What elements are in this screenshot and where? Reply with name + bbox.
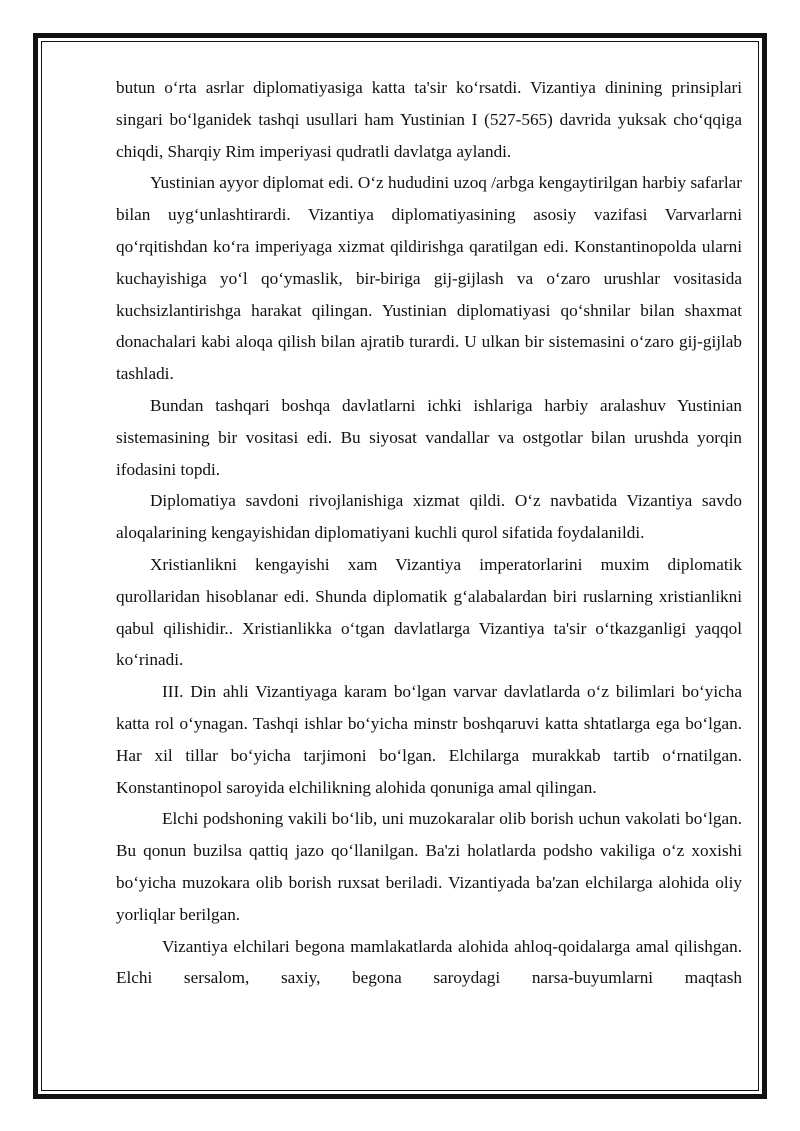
document-body bbox=[116, 72, 742, 994]
paragraph-4: Diplomatiya savdoni rivojlanishiga xizmat qildi. O‘z navbatida Vizantiya savdo aloqalarining kengayishidan diplomatiyani kuchli qurol sifatida foydalanildi. bbox=[116, 491, 742, 543]
paragraph-6: III. Din ahli Vizantiyaga karam bo‘lgan varvar davlatlarda o‘z bilimlari bo‘yicha katta rol o‘ynagan. Tashqi ishlar bo‘yicha minstr boshqaruvi katta shtatlarga ega bo‘lgan. Har xil tillar bo‘yicha tarjimoni bo‘lgan. Elchilarga murakkab tartib o‘rnatilgan. Konstantinopol saroyida elchilikning alohida qonuniga amal qilingan. bbox=[116, 682, 742, 797]
paragraph-2: Yustinian ayyor diplomat edi. O‘z hududini uzoq /arbga kengaytirilgan harbiy safarlar bilan uyg‘unlashtirardi. Vizantiya diplomatiyasining asosiy vazifasi Varvarlarni qo‘rqitishdan ko‘ra imperiyaga xizmat qildirishga qaratilgan edi. Konstantinopolda ularni kuchayishiga yo‘l qo‘ymaslik, bir-biriga gij-gijlash va o‘zaro urushlar vositasida kuchsizlantirishga harakat qilingan. Yustinian diplomatiyasi qo‘shnilar bilan shaxmat donachalari kabi aloqa qilish bilan ajratib turardi. U ulkan bir sistemasini o‘zaro gij-gijlab tashladi. bbox=[116, 173, 742, 384]
paragraph-3: Bundan tashqari boshqa davlatlarni ichki ishlariga harbiy aralashuv Yustinian sistemasining bir vositasi edi. Bu siyosat vandallar va ostgotlar bilan urushda yorqin ifodasini topdi. bbox=[116, 395, 742, 479]
paragraph-8: Vizantiya elchilari begona mamlakatlarda alohida ahloq-qoidalarga amal qilishgan. Elchi sersalom, saxiy, begona saroydagi narsa-buyumlarni maqtash bbox=[116, 936, 742, 988]
paragraph-5: Xristianlikni kengayishi xam Vizantiya imperatorlarini muxim diplomatik qurollaridan hisoblanar edi. Shunda diplomatik g‘alabalardan biri ruslarning xristianlikni qabul qilishidir.. Xristianlikka o‘tgan davlatlarga Vizantiya ta'sir o‘tkazganligi yaqqol ko‘rinadi. bbox=[116, 554, 742, 670]
paragraph-1: butun o‘rta asrlar diplomatiyasiga katta ta'sir ko‘rsatdi. Vizantiya dinining prinsiplari singari bo‘lganidek tashqi usullari ham Yustinian I (527-565) davrida yuksak cho‘qqiga chiqdi, Sharqiy Rim imperiyasi qudratli davlatga aylandi. bbox=[116, 78, 742, 161]
paragraph-7: Elchi podshoning vakili bo‘lib, uni muzokaralar olib borish uchun vakolati bo‘lgan. Bu qonun buzilsa qattiq jazo qo‘llanilgan. Ba'zi holatlarda podsho vakiliga o‘z xoxishi bo‘yicha muzokara olib borish ruxsat beriladi. Vizantiyada ba'zan elchilarga alohida oliy yorliqlar berilgan. bbox=[116, 809, 742, 924]
